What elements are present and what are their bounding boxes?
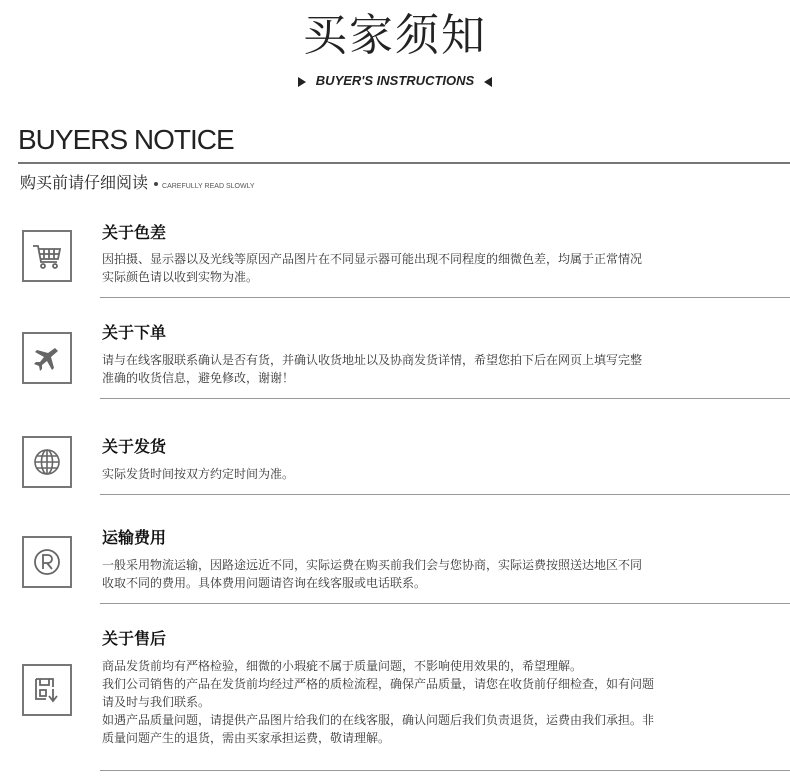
- section-divider: [100, 494, 790, 495]
- page-title: 买家须知: [303, 10, 487, 61]
- section-line: 收取不同的费用。具体费用问题请咨询在线客服或电话联系。: [102, 576, 427, 590]
- section-line: 质量问题产生的退货，需由买家承担运费，敬请理解。: [102, 731, 391, 745]
- section-divider: [100, 297, 790, 298]
- section-line: 如遇产品质量问题，请提供产品图片给我们的在线客服，确认问题后我们负责退货，运费由我们承担。非: [102, 713, 655, 727]
- section-title: 关于下单: [102, 323, 167, 342]
- section-divider: [100, 398, 790, 399]
- section-body: [102, 351, 762, 387]
- section-divider: [100, 770, 790, 771]
- notice-heading: BUYERS NOTICE: [18, 124, 234, 155]
- section-title: 关于色差: [102, 223, 167, 242]
- bullet-dot-icon: [154, 182, 158, 186]
- section-divider: [100, 603, 790, 604]
- return-box-icon: [22, 664, 72, 716]
- section-line: 一般采用物流运输，因路途远近不同，实际运费在购买前我们会与您协商，实际运费按照送达地区不同: [102, 558, 643, 572]
- section-body: [102, 465, 762, 483]
- section-line: 实际颜色请以收到实物为准。: [102, 270, 259, 284]
- section-line: 我们公司销售的产品在发货前均经过严格的质检流程，确保产品质量，请您在收货前仔细检查，如有问题: [102, 677, 655, 691]
- airplane-icon: [22, 332, 72, 384]
- registered-icon: [22, 536, 72, 588]
- subtitle-text: BUYER'S INSTRUCTIONS: [315, 73, 475, 88]
- section-line: 请与在线客服联系确认是否有货，并确认收货地址以及协商发货详情，希望您拍下后在网页上填写完整: [102, 353, 643, 367]
- section-line: 实际发货时间按双方约定时间为准。: [102, 467, 295, 481]
- section-line: 商品发货前均有严格检验，细微的小瑕疵不属于质量问题，不影响使用效果的，希望理解。: [102, 659, 583, 673]
- triangle-left-icon: [484, 77, 492, 87]
- shopping-cart-icon: [22, 230, 72, 282]
- section-body: [102, 556, 762, 592]
- notice-subheading-zh: 购买前请仔细阅读: [20, 173, 149, 192]
- notice-subheading-en: CAREFULLY READ SLOWLY: [162, 183, 255, 190]
- section-title: 关于发货: [102, 437, 167, 456]
- section-title: 运输费用: [102, 528, 167, 547]
- section-line: 准确的收货信息，避免修改，谢谢！: [102, 371, 295, 385]
- notice-subheading: [20, 172, 255, 198]
- section-line: 因拍摄、显示器以及光线等原因产品图片在不同显示器可能出现不同程度的细微色差，均属于正常情况: [102, 252, 643, 266]
- triangle-right-icon: [298, 77, 306, 87]
- heading-divider: [18, 162, 790, 164]
- page-subtitle: [0, 72, 790, 90]
- section-line: 请及时与我们联系。: [102, 695, 211, 709]
- globe-icon: [22, 436, 72, 488]
- section-title: 关于售后: [102, 629, 167, 648]
- section-body: [102, 250, 762, 286]
- section-body: [102, 657, 762, 747]
